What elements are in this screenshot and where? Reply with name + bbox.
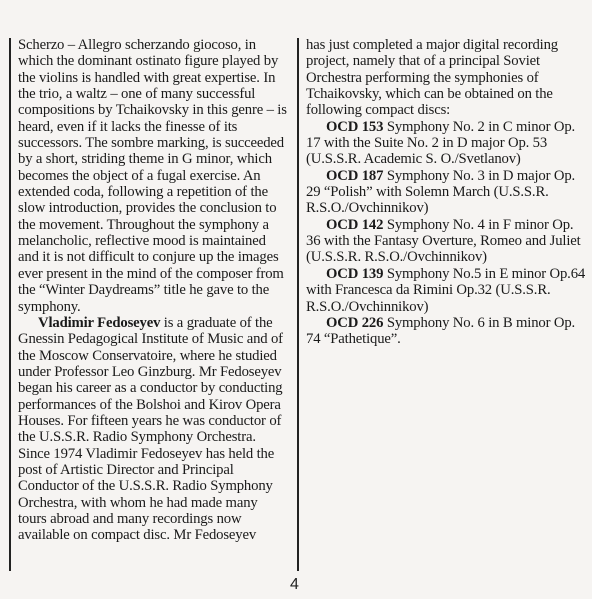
disc-code: OCD 139 bbox=[326, 265, 384, 282]
disc-entry bbox=[306, 315, 586, 348]
disc-description: Symphony No. 4 in F minor Op. 36 with the Fantasy Overture, Romeo and Juliet (U.S.S.R. R.S.O./Ovchinnikov) bbox=[306, 216, 581, 266]
left-column bbox=[18, 37, 288, 544]
disc-entry bbox=[306, 168, 586, 217]
disc-description: Symphony No. 2 in C minor Op. 17 with the Suite No. 2 in D major Op. 53 (U.S.S.R. Academic S. O./Svetlanov) bbox=[306, 118, 576, 168]
disc-description: Symphony No.5 in E minor Op.64 with Francesca da Rimini Op.32 (U.S.S.R. R.S.O./Ovchinnikov) bbox=[306, 265, 586, 315]
disc-entry bbox=[306, 266, 586, 315]
conductor-name: Vladimir Fedoseyev bbox=[38, 314, 161, 331]
disc-code: OCD 187 bbox=[326, 167, 384, 184]
disc-code: OCD 226 bbox=[326, 314, 384, 331]
disc-description: Symphony No. 6 in B minor Op. 74 “Pathetique”. bbox=[306, 314, 576, 348]
left-column-rule bbox=[9, 38, 11, 571]
disc-code: OCD 142 bbox=[326, 216, 384, 233]
page-number: 4 bbox=[290, 576, 299, 593]
disc-entry bbox=[306, 119, 586, 168]
middle-column-rule bbox=[297, 38, 299, 571]
disc-entry bbox=[306, 217, 586, 266]
scherzo-paragraph: Scherzo – Allegro scherzando giocoso, in which the dominant ostinato figure played by the violins is handled with great expertise. In the trio, a waltz – one of many successful compositions by Tchaikovsky in this genre – is heard, even if it lacks the finesse of its successors. The sombre marking, is succeeded by a short, striding theme in G minor, which becomes the object of a fugal exercise. An extended coda, following a repetition of the slow introduction, provides the conclusion to the movement. Throughout the symphony a melancholic, reflective mood is maintained and it is not difficult to conjure up the images ever present in the mind of the composer from the “Winter Daydreams” title he gave to the symphony. bbox=[18, 37, 287, 315]
conductor-bio: is a graduate of the Gnessin Pedagogical Institute of Music and of the Moscow Conservatoire, where he studied under Professor Leo Ginzburg. Mr Fedoseyev began his career as a conductor by conducting performances of the Bolshoi and Kirov Opera Houses. For fifteen years he was conductor of the U.S.S.R. Radio Symphony Orchestra. Since 1974 Vladimir Fedoseyev has held the post of Artistic Director and Principal Conductor of the U.S.S.R. Radio Symphony Orchestra, with whom he had made many tours abroad and many recordings now available on compact disc. Mr Fedoseyev bbox=[18, 314, 283, 544]
disc-code: OCD 153 bbox=[326, 118, 384, 135]
recording-intro: has just completed a major digital recording project, namely that of a principal Soviet Orchestra performing the symphonies of Tchaikovsky, which can be obtained on the following compact discs: bbox=[306, 37, 558, 119]
right-column bbox=[306, 37, 586, 348]
disc-description: Symphony No. 3 in D major Op. 29 “Polish” with Solemn March (U.S.S.R. R.S.O./Ovchinnikov) bbox=[306, 167, 576, 217]
fedoseyev-paragraph bbox=[18, 315, 288, 544]
